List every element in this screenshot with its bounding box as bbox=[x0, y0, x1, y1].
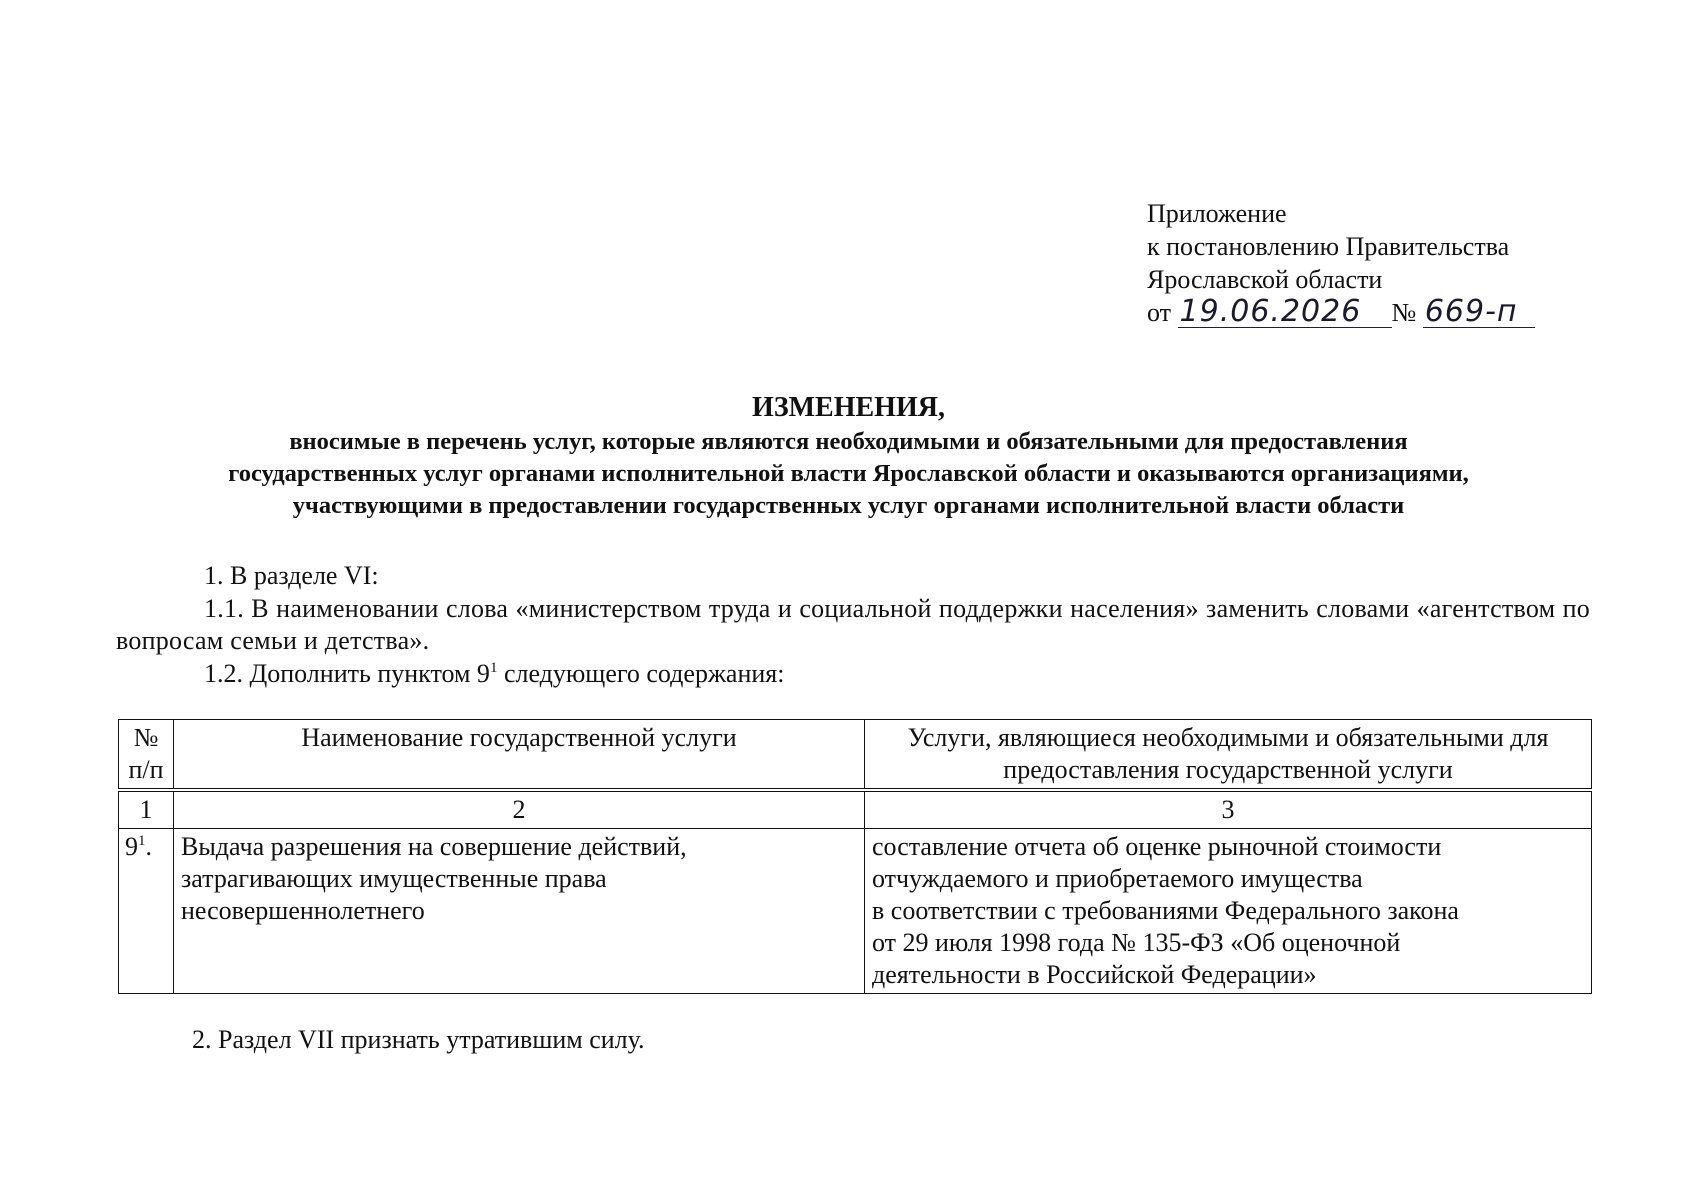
title-main: ИЗМЕНЕНИЯ, bbox=[752, 392, 945, 423]
paragraph-item-1-1: 1.1. В наименовании слова «министерством труда и социальной поддержки населения» заменить словами «агентством по вопросам семьи и детства». bbox=[116, 594, 1590, 655]
service-name-line: затрагивающих имущественные права bbox=[181, 864, 607, 893]
service-name-line: Выдача разрешения на совершение действий, bbox=[181, 832, 687, 861]
row-number bbox=[119, 829, 174, 994]
header-number-abbr: п/п bbox=[128, 755, 164, 784]
item-1-2-text: 1.2. Дополнить пунктом 9 bbox=[204, 659, 490, 688]
required-service-line: деятельности в Российской Федерации» bbox=[872, 960, 1317, 989]
handwritten-date: 19.06.2026 bbox=[1178, 297, 1392, 328]
item-1-2-superscript: 1 bbox=[489, 660, 498, 676]
handwritten-number: 669-п bbox=[1423, 297, 1535, 328]
column-number-1: 1 bbox=[119, 790, 174, 829]
attachment-line-3: Ярославской области bbox=[1147, 265, 1383, 294]
row-number-superscript: 1 bbox=[138, 833, 146, 849]
column-number-2: 2 bbox=[174, 790, 865, 829]
title-sub-line-1: вносимые в перечень услуг, которые являются необходимыми и обязательными для предоставления bbox=[289, 428, 1408, 455]
table-column-numbers-row bbox=[119, 790, 1592, 829]
title-sub-line-3: участвующими в предоставлении государственных услуг органами исполнительной власти области bbox=[292, 492, 1405, 519]
required-service-line: отчуждаемого и приобретаемого имущества bbox=[872, 864, 1363, 893]
required-service-line: составление отчета об оценке рыночной стоимости bbox=[872, 832, 1442, 861]
header-number-sign: № bbox=[133, 723, 159, 752]
table-row bbox=[119, 829, 1592, 994]
header-col-service-name: Наименование государственной услуги bbox=[174, 720, 865, 791]
attachment-line-1: Приложение bbox=[1147, 199, 1287, 228]
required-service-line: от 29 июля 1998 года № 135-ФЗ «Об оценочной bbox=[872, 928, 1401, 957]
row-service-name bbox=[174, 829, 865, 994]
services-table bbox=[118, 719, 1592, 994]
title-sub-line-2: государственных услуг органами исполнительной власти Ярославской области и оказываются организациями, bbox=[228, 460, 1469, 487]
header-col-number bbox=[119, 720, 174, 791]
attachment-line-2: к постановлению Правительства bbox=[1147, 232, 1510, 261]
service-name-line: несовершеннолетнего bbox=[181, 896, 425, 925]
attachment-header bbox=[1147, 197, 1535, 329]
column-number-3: 3 bbox=[865, 790, 1592, 829]
item-1-2-text-end: следующего содержания: bbox=[497, 659, 785, 688]
row-number-dot: . bbox=[145, 832, 152, 861]
required-service-line: в соответствии с требованиями Федерального закона bbox=[872, 896, 1459, 925]
document-title bbox=[90, 390, 1607, 522]
paragraph-item-1-2 bbox=[116, 658, 1678, 690]
paragraph-item-2: 2. Раздел VII признать утратившим силу. bbox=[192, 1025, 645, 1054]
attachment-date-line bbox=[1147, 296, 1535, 329]
row-number-base: 9 bbox=[125, 832, 138, 861]
table-header-row bbox=[119, 720, 1592, 791]
header-col-required-services: Услуги, являющиеся необходимыми и обязательными для предоставления государственной услуги bbox=[865, 720, 1592, 791]
date-prefix: от bbox=[1147, 298, 1172, 327]
number-label: № bbox=[1391, 298, 1417, 327]
row-required-services bbox=[865, 829, 1592, 994]
paragraph-item-1: 1. В разделе VI: bbox=[204, 561, 379, 590]
